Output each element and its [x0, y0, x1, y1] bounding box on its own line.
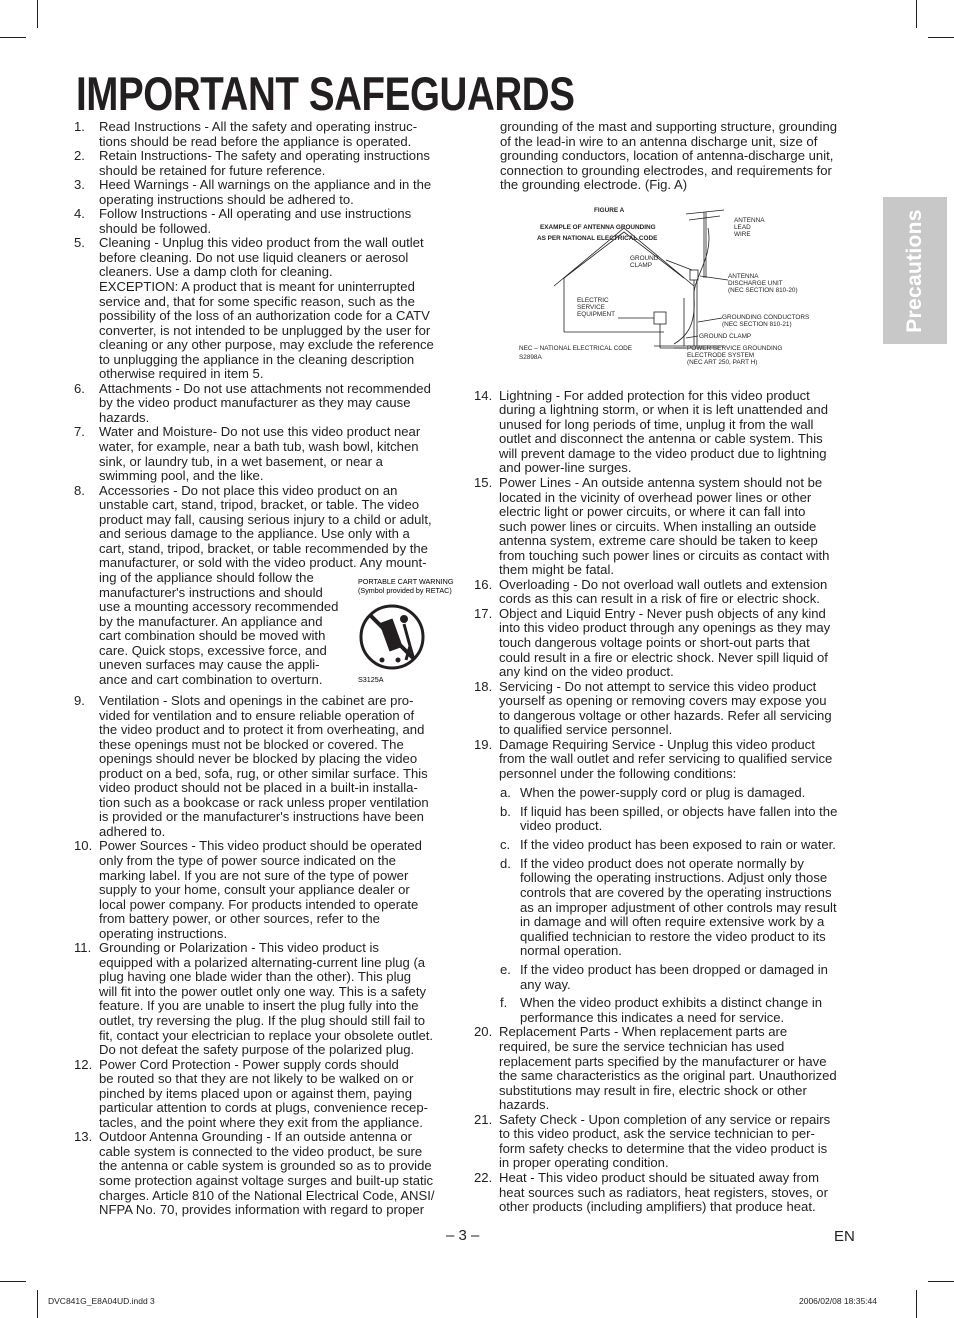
- text-line: any kind on the video product.: [499, 664, 674, 680]
- list-item: [74, 425, 454, 483]
- text-line: Accessories - Do not place this video product on an: [99, 482, 398, 498]
- list-item: [474, 738, 860, 782]
- text-line: should be followed.: [99, 220, 212, 236]
- footer-date: 2006/02/08 18:35:44: [799, 1296, 877, 1306]
- text-line: Object and Liquid Entry - Never push objects of any kind: [499, 605, 826, 621]
- text-line: cords as this can result in a risk of fire or electric shock.: [499, 591, 820, 607]
- sub-item: [474, 838, 860, 853]
- list-item: [474, 578, 860, 607]
- sub-item-text: [520, 963, 860, 992]
- item-number: 10.: [74, 838, 93, 854]
- list-item: [474, 1025, 860, 1112]
- text-line: local power company. For products intended to operate: [99, 896, 419, 912]
- text-line: from the wall outlet and refer servicing to qualified service: [499, 751, 833, 767]
- list-item: [74, 484, 454, 694]
- text-line: cable system is connected to the video product, be sure: [99, 1143, 423, 1159]
- crop-mark: [37, 1290, 38, 1318]
- item-number: 16.: [474, 576, 493, 592]
- text-line: Lightning - For added protection for this video product: [499, 387, 810, 403]
- text-line: the antenna or cable system is grounded so as to provide: [99, 1158, 432, 1174]
- text-line: openings should never be blocked by placing the video: [99, 751, 418, 767]
- text-line: some protection against voltage surges and built-up static: [99, 1173, 434, 1188]
- text-line: other products (including amplifiers) that produce heat.: [499, 1199, 816, 1215]
- item-text: [99, 1130, 454, 1217]
- text-line: equipped with a polarized alternating-current line plug (a: [99, 954, 426, 970]
- text-line: replacement parts specified by the manufacturer or have: [499, 1053, 827, 1069]
- text-line: cleaners. Use a damp cloth for cleaning.: [99, 264, 333, 280]
- item-text: [499, 1113, 860, 1171]
- text-line: Safety Check - Upon completion of any service or repairs: [499, 1111, 831, 1127]
- text-line: hazards.: [499, 1097, 550, 1113]
- item-number: 17.: [474, 605, 493, 621]
- cart-warning-title: PORTABLE CART WARNING: [358, 576, 454, 586]
- item-text: [99, 120, 454, 149]
- text-line: uneven surfaces may cause the appli-: [99, 657, 320, 673]
- sub-item-letter: f.: [500, 995, 508, 1011]
- list-item: [74, 694, 454, 839]
- text-line: Replacement Parts - When replacement parts are: [499, 1024, 788, 1040]
- text-line: in proper operating condition.: [499, 1155, 669, 1171]
- text-line: Heed Warnings - All warnings on the appliance and in the: [99, 177, 432, 193]
- text-line: the same characteristics as the original part. Unauthorized: [499, 1068, 837, 1084]
- text-line: controls that are covered by the operating instructions: [520, 884, 832, 900]
- ground-clamp2-label: GROUND CLAMP: [699, 333, 752, 340]
- text-line: be routed so that they are not likely to be walked on or: [99, 1071, 414, 1087]
- text-line: antenna system, extreme care should be taken to keep: [499, 533, 818, 549]
- text-line: tion such as a bookcase or rack unless proper ventilation: [99, 794, 429, 810]
- sub-item: [474, 786, 860, 801]
- text-line: When the video product exhibits a distinct change in: [520, 995, 823, 1011]
- sub-item-text: [520, 857, 860, 959]
- electric-service-label: ELECTRIC SERVICE EQUIPMENT: [577, 297, 615, 318]
- discharge-unit-label: ANTENNA DISCHARGE UNIT (NEC SECTION 810-20): [728, 273, 798, 294]
- sub-item: [474, 857, 860, 959]
- item-number: 22.: [474, 1169, 493, 1185]
- item-number: 18.: [474, 678, 493, 694]
- text-line: swimming pool, and the like.: [99, 468, 264, 484]
- text-line: EXCEPTION: A product that is meant for uninterrupted: [99, 279, 415, 295]
- sub-item: [474, 963, 860, 992]
- text-line: If the video product does not operate normally by: [520, 855, 804, 871]
- item-number: 8.: [74, 482, 85, 498]
- text-line: If the video product has been dropped or damaged in: [520, 962, 828, 977]
- text-line: by the video product manufacturer as they may cause: [99, 395, 411, 411]
- text-line: them might be fatal.: [499, 562, 614, 578]
- text-line: Do not defeat the safety purpose of the polarized plug.: [99, 1042, 415, 1058]
- item-text: [99, 941, 454, 1057]
- item-text: [499, 738, 860, 782]
- text-line: heat sources such as radiators, heat registers, stoves, or: [499, 1184, 828, 1200]
- list-item: [474, 476, 860, 578]
- item-text: [99, 207, 454, 236]
- item-text: [99, 484, 454, 694]
- text-line: could result in a fire or electric shock. Never spill liquid of: [499, 649, 828, 665]
- figure-heading-2: AS PER NATIONAL ELECTRICAL CODE: [537, 235, 658, 242]
- item-number: 15.: [474, 475, 493, 491]
- crop-mark: [916, 1290, 917, 1318]
- list-item: [74, 1130, 454, 1217]
- text-line: fit, contact your electrician to replace your obsolete outlet.: [99, 1027, 434, 1043]
- ground-clamp-label: GROUND CLAMP: [630, 255, 659, 269]
- text-line: Heat - This video product should be situated away from: [499, 1169, 819, 1185]
- figure-title: FIGURE A: [594, 207, 625, 214]
- list-item: [74, 382, 454, 426]
- list-item: [74, 120, 454, 149]
- footer-file: DVC841G_E8A04UD.indd 3: [48, 1296, 155, 1306]
- text-line: as an improper adjustment of other controls may result: [520, 899, 837, 915]
- item-text: [499, 680, 860, 738]
- item-text: [99, 382, 454, 426]
- item-text: [499, 1025, 860, 1112]
- nec-label: NEC – NATIONAL ELECTRICAL CODE: [519, 345, 633, 352]
- item-number: 14.: [474, 387, 493, 403]
- text-line: the video product and to protect it from overheating, and: [99, 722, 425, 738]
- text-line: use a mounting accessory recommended: [99, 599, 339, 615]
- text-line: tions should be read before the appliance is operated.: [99, 133, 412, 149]
- text-line: by the manufacturer. An appliance and: [99, 613, 323, 629]
- crop-mark: [0, 37, 26, 38]
- text-line: qualified technician to restore the video product to its: [520, 928, 826, 944]
- item-number: 9.: [74, 692, 85, 708]
- text-line: Attachments - Do not use attachments not recommended: [99, 380, 431, 396]
- sub-item-text: [520, 786, 860, 801]
- text-line: during a lightning storm, or when it is left unattended and: [499, 402, 828, 418]
- item-text: [99, 425, 454, 483]
- text-line: cleaning or any other purpose, may exclude the reference: [99, 337, 434, 353]
- text-line: Follow Instructions - All operating and use instructions: [99, 206, 412, 222]
- item-text: [499, 476, 860, 578]
- text-line: Power Sources - This video product should be operated: [99, 838, 422, 854]
- text-line: from touching such power lines or circuits as contact with: [499, 547, 830, 563]
- text-line: Damage Requiring Service - Unplug this video product: [499, 736, 815, 752]
- text-line: before cleaning. Do not use liquid cleaners or aerosol: [99, 249, 409, 265]
- item-text: [99, 839, 454, 941]
- section-tab-label: Precautions: [903, 208, 926, 333]
- item-text: [99, 178, 454, 207]
- list-item: [474, 1113, 860, 1171]
- list-item: [474, 607, 860, 680]
- text-line: outlet, try reversing the plug. If the plug should still fail to: [99, 1012, 426, 1028]
- text-line: to dangerous voltage or other hazards. Refer all servicing: [499, 707, 832, 723]
- text-line: tacles, and the point where they exit from the appliance.: [99, 1114, 423, 1130]
- sub-item-letter: c.: [500, 837, 511, 853]
- sub-item-letter: b.: [500, 803, 511, 819]
- text-line: Read Instructions - All the safety and operating instruc-: [99, 119, 418, 134]
- crop-mark: [928, 1281, 954, 1282]
- text-line: unused for long periods of time, unplug it from the wall: [499, 416, 814, 432]
- item-number: 7.: [74, 424, 85, 440]
- text-line: When the power-supply cord or plug is damaged.: [520, 784, 806, 800]
- text-line: in damage and will often require extensive work by a: [520, 914, 825, 930]
- list-item: [74, 178, 454, 207]
- text-line: Retain Instructions- The safety and operating instructions: [99, 148, 430, 164]
- crop-mark: [928, 37, 954, 38]
- text-line: will prevent damage to the video product due to lightning: [499, 445, 827, 461]
- text-line: unstable cart, stand, tripod, bracket, or table. The video: [99, 497, 420, 513]
- item-number: 5.: [74, 235, 85, 251]
- antenna-grounding-figure: [514, 198, 824, 368]
- text-line: operating instructions should be adhered to.: [99, 191, 354, 207]
- text-line: normal operation.: [520, 943, 622, 959]
- electrode-label: POWER SERVICE GROUNDING ELECTRODE SYSTEM (NEC ART 250, PART H): [687, 345, 783, 366]
- item-text: [499, 578, 860, 607]
- text-line: from battery power, or other sources, refer to the: [99, 911, 380, 927]
- text-line: grounding of the mast and supporting structure, grounding: [500, 119, 838, 134]
- text-line: manufacturer's instructions and should: [99, 584, 323, 600]
- item-number: 1.: [74, 119, 85, 134]
- text-line: ance and cart combination to overturn.: [99, 671, 323, 687]
- sub-item-letter: e.: [500, 962, 511, 977]
- text-line: possibility of the loss of an authorization code for a CATV: [99, 308, 430, 324]
- text-line: plug having one blade wider than the other). This plug: [99, 969, 412, 985]
- text-line: only from the type of power source indicated on the: [99, 852, 396, 868]
- text-line: the grounding electrode. (Fig. A): [500, 177, 688, 193]
- text-line: care. Quick stops, excessive force, and: [99, 642, 327, 658]
- crop-mark: [37, 0, 38, 28]
- text-line: and power-line surges.: [499, 460, 632, 476]
- text-line: particular attention to cords at plugs, convenience recep-: [99, 1100, 428, 1116]
- text-line: pinched by items placed upon or against them, paying: [99, 1085, 412, 1101]
- text-line: is provided or the manufacturer's instructions have been: [99, 809, 424, 825]
- crop-mark: [916, 0, 917, 28]
- text-line: manufacturer, or sold with the video product. Any mount-: [99, 555, 427, 571]
- text-line: Ventilation - Slots and openings in the cabinet are pro-: [99, 692, 414, 708]
- text-line: supply to your home, consult your appliance dealer or: [99, 882, 410, 898]
- cart-warning-code: S3125A: [358, 674, 384, 684]
- text-line: If liquid has been spilled, or objects have fallen into the: [520, 803, 838, 819]
- text-line: otherwise required in item 5.: [99, 366, 264, 382]
- item-number: 2.: [74, 148, 85, 164]
- list-item: [474, 680, 860, 738]
- text-line: of the lead-in wire to an antenna discharge unit, size of: [500, 133, 818, 149]
- list-item: [74, 236, 454, 381]
- text-line: Power Cord Protection - Power supply cords should: [99, 1056, 399, 1072]
- text-line: Power Lines - An outside antenna system should not be: [499, 475, 823, 491]
- list-item: [74, 941, 454, 1057]
- text-line: personnel under the following conditions:: [499, 765, 737, 781]
- list-item: [74, 839, 454, 941]
- text-line: following the operating instructions. Adjust only those: [520, 870, 828, 886]
- list-item: [474, 1171, 860, 1215]
- text-line: ing of the appliance should follow the: [99, 569, 314, 585]
- text-line: should be retained for future reference.: [99, 162, 326, 178]
- text-line: Overloading - Do not overload wall outlets and extension: [499, 576, 828, 592]
- text-line: charges. Article 810 of the National Electrical Code, ANSI/: [99, 1187, 435, 1203]
- sub-item: [474, 805, 860, 834]
- item-text: [99, 149, 454, 178]
- text-line: product may fall, causing serious injury to a child or adult,: [99, 511, 432, 527]
- text-line: grounding conductors, location of antenna-discharge unit,: [500, 148, 834, 164]
- text-line: operating instructions.: [99, 925, 228, 941]
- text-line: any way.: [520, 976, 571, 992]
- grounding-conductors-label: GROUNDING CONDUCTORS (NEC SECTION 810-21): [722, 314, 810, 328]
- text-line: will fit into the power outlet only one way. This is a safety: [99, 983, 427, 999]
- text-line: Water and Moisture- Do not use this video product near: [99, 424, 421, 440]
- antenna-label: ANTENNA LEAD WIRE: [734, 217, 765, 238]
- item-number: 6.: [74, 380, 85, 396]
- item-number: 4.: [74, 206, 85, 222]
- text-line: performance this indicates a need for service.: [520, 1009, 785, 1025]
- text-line: video product should not be placed in a built-in installa-: [99, 780, 418, 796]
- section-tab: [883, 197, 947, 344]
- item-text: [499, 389, 860, 476]
- text-line: video product.: [520, 818, 603, 834]
- text-line: If the video product has been exposed to rain or water.: [520, 837, 836, 853]
- sub-item: [474, 996, 860, 1025]
- sub-item-letter: d.: [500, 855, 511, 871]
- item-number: 12.: [74, 1056, 93, 1072]
- list-item: [74, 1058, 454, 1131]
- page-title: IMPORTANT SAFEGUARDS: [76, 67, 575, 120]
- language-label: EN: [834, 1228, 855, 1245]
- text-line: service and, that for some specific reason, such as the: [99, 293, 415, 309]
- text-line: touch dangerous voltage points or short-out parts that: [499, 635, 810, 651]
- sub-item-text: [520, 805, 860, 834]
- item-number: 3.: [74, 177, 85, 193]
- text-line: connection to grounding electrodes, and requirements for: [500, 162, 832, 178]
- figure-heading-1: EXAMPLE OF ANTENNA GROUNDING: [540, 224, 656, 231]
- text-line: NFPA No. 70, provides information with regard to proper: [99, 1202, 425, 1218]
- text-line: into this video product through any openings as they may: [499, 620, 831, 636]
- item-text: [99, 694, 454, 839]
- figure-code: S2898A: [519, 354, 542, 361]
- cart-warning-subtitle: (Symbol provided by RETAC): [358, 585, 452, 595]
- text-line: water, for example, near a bath tub, wash bowl, kitchen: [99, 439, 419, 455]
- text-line: form safety checks to determine that the video product is: [499, 1140, 828, 1156]
- text-line: and serious damage to the appliance. Use only with a: [99, 526, 410, 542]
- item-text: [499, 1171, 860, 1215]
- sub-item-text: [520, 838, 860, 853]
- text-line: Grounding or Polarization - This video product is: [99, 940, 379, 956]
- text-line: outlet and disconnect the antenna or cable system. This: [499, 431, 823, 447]
- text-line: to unplugging the appliance in the cleaning description: [99, 351, 415, 367]
- item-number: 21.: [474, 1111, 493, 1127]
- text-line: these openings must not be blocked or covered. The: [99, 736, 404, 752]
- text-line: adhered to.: [99, 823, 166, 839]
- item-number: 11.: [74, 940, 92, 956]
- text-line: vided for ventilation and to ensure reliable operation of: [99, 707, 415, 723]
- text-line: marking label. If you are not sure of the type of power: [99, 867, 409, 883]
- item-text: [99, 1058, 454, 1131]
- item-number: 19.: [474, 736, 493, 752]
- text-line: feature. If you are unable to insert the plug fully into the: [99, 998, 419, 1014]
- text-line: to this video product, ask the service technician to per-: [499, 1126, 815, 1142]
- list-item: [474, 389, 860, 476]
- text-line: cart, stand, tripod, bracket, or table recommended by the: [99, 540, 428, 556]
- item-number: 20.: [474, 1024, 493, 1040]
- text-line: yourself as opening or removing covers may expose you: [499, 693, 827, 709]
- text-line: hazards.: [99, 409, 150, 425]
- page-number: – 3 –: [446, 1227, 480, 1244]
- item-text: [499, 607, 860, 680]
- text-line: Servicing - Do not attempt to service this video product: [499, 678, 817, 694]
- intro-paragraph: [474, 120, 860, 193]
- sub-item-letter: a.: [500, 784, 511, 800]
- item-text: [99, 236, 454, 381]
- sub-item-text: [520, 996, 860, 1025]
- text-line: located in the vicinity of overhead power lines or other: [499, 489, 812, 505]
- cart-warning-symbol: [354, 574, 454, 694]
- crop-mark: [0, 1281, 26, 1282]
- text-line: sink, or laundry tub, in a wet basement, or near a: [99, 453, 383, 469]
- text-line: Cleaning - Unplug this video product from the wall outlet: [99, 235, 424, 251]
- text-line: electric light or power circuits, or where it can fall into: [499, 504, 806, 520]
- text-line: substitutions may result in fire, electric shock or other: [499, 1082, 807, 1098]
- list-item: [74, 207, 454, 236]
- text-line: product on a bed, sofa, rug, or other similar surface. This: [99, 765, 428, 781]
- text-line: Outdoor Antenna Grounding - If an outside antenna or: [99, 1129, 413, 1145]
- text-line: cart combination should be moved with: [99, 628, 326, 644]
- text-line: converter, is not intended to be unplugged by the user for: [99, 322, 431, 338]
- text-line: to qualified service personnel.: [499, 722, 673, 738]
- text-line: required, be sure the service technician has used: [499, 1039, 785, 1055]
- left-column: [74, 120, 454, 1218]
- item-number: 13.: [74, 1129, 93, 1145]
- list-item: [74, 149, 454, 178]
- text-line: such power lines or circuits. When installing an outside: [499, 518, 817, 534]
